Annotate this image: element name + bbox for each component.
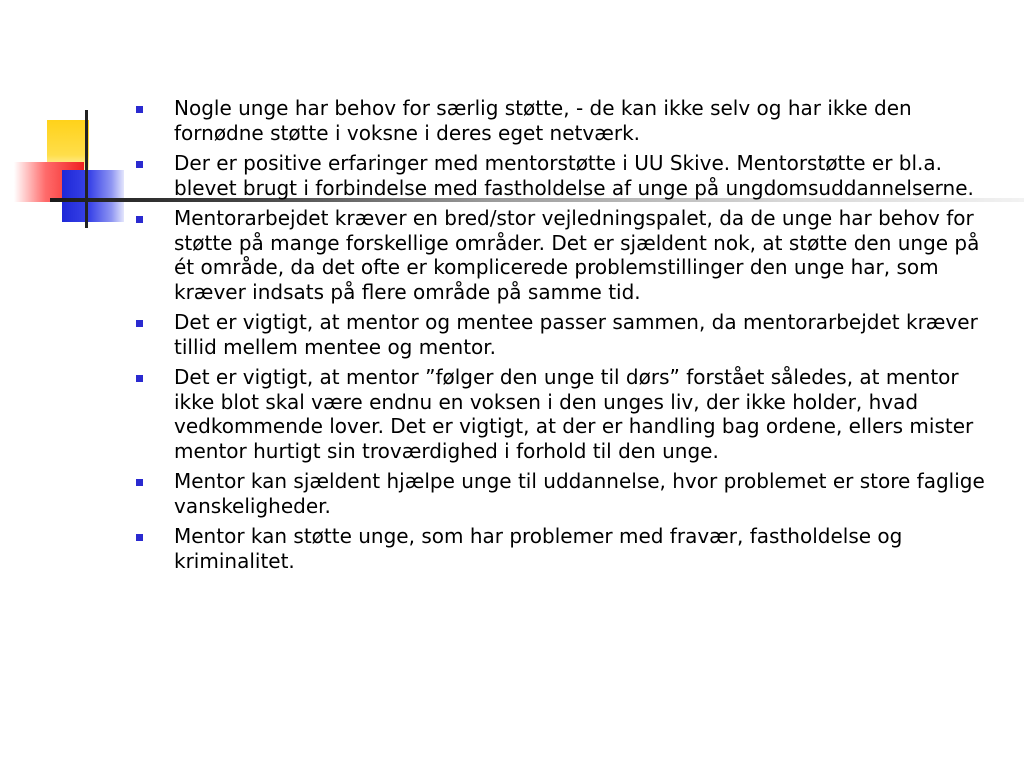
bullet-text: Mentorarbejdet kræver en bred/stor vejledningspalet, da de unge har behov for støtte på mange forskellige områder. Det er sjældent nok, at støtte den unge på ét område, da det ofte er komplicerede problemstillinger den unge har, som kræver indsats på flere område på samme tid. (174, 206, 980, 304)
bullet-text: Det er vigtigt, at mentor ”følger den unge til dørs” forstået således, at mentor ikke blot skal være endnu en voksen i den unges liv, der ikke holder, hvad vedkommende lover. Det er vigtigt, at der er handling bag ordene, ellers mister mentor hurtigt sin troværdighed i forhold til den unge. (174, 365, 974, 463)
bullet-text: Mentor kan sjældent hjælpe unge til uddannelse, hvor problemet er store faglige vanskeligheder. (174, 469, 985, 518)
square-bullet-icon (136, 375, 143, 382)
bullet-item (134, 151, 996, 200)
bullet-item (134, 206, 996, 304)
slide-body (134, 96, 996, 579)
bullet-text: Det er vigtigt, at mentor og mentee passer sammen, da mentorarbejdet kræver tillid mellem mentee og mentor. (174, 310, 978, 359)
square-bullet-icon (136, 479, 143, 486)
square-bullet-icon (136, 216, 143, 223)
bullet-item (134, 365, 996, 463)
square-bullet-icon (136, 161, 143, 168)
bullet-text: Nogle unge har behov for særlig støtte, - de kan ikke selv og har ikke den fornødne støtte i voksne i deres eget netværk. (174, 96, 912, 145)
bullet-text: Der er positive erfaringer med mentorstøtte i UU Skive. Mentorstøtte er bl.a. blevet brugt i forbindelse med fastholdelse af unge på ungdomsuddannelserne. (174, 151, 974, 200)
square-bullet-icon (136, 320, 143, 327)
blue-square-shape (62, 170, 124, 222)
bullet-item (134, 96, 996, 145)
vertical-line-shape (85, 110, 88, 228)
bullet-text: Mentor kan støtte unge, som har problemer med fravær, fastholdelse og kriminalitet. (174, 524, 903, 573)
square-bullet-icon (136, 534, 143, 541)
bullet-item (134, 310, 996, 359)
bullet-list (134, 96, 996, 573)
square-bullet-icon (136, 106, 143, 113)
bullet-item (134, 524, 996, 573)
bullet-item (134, 469, 996, 518)
